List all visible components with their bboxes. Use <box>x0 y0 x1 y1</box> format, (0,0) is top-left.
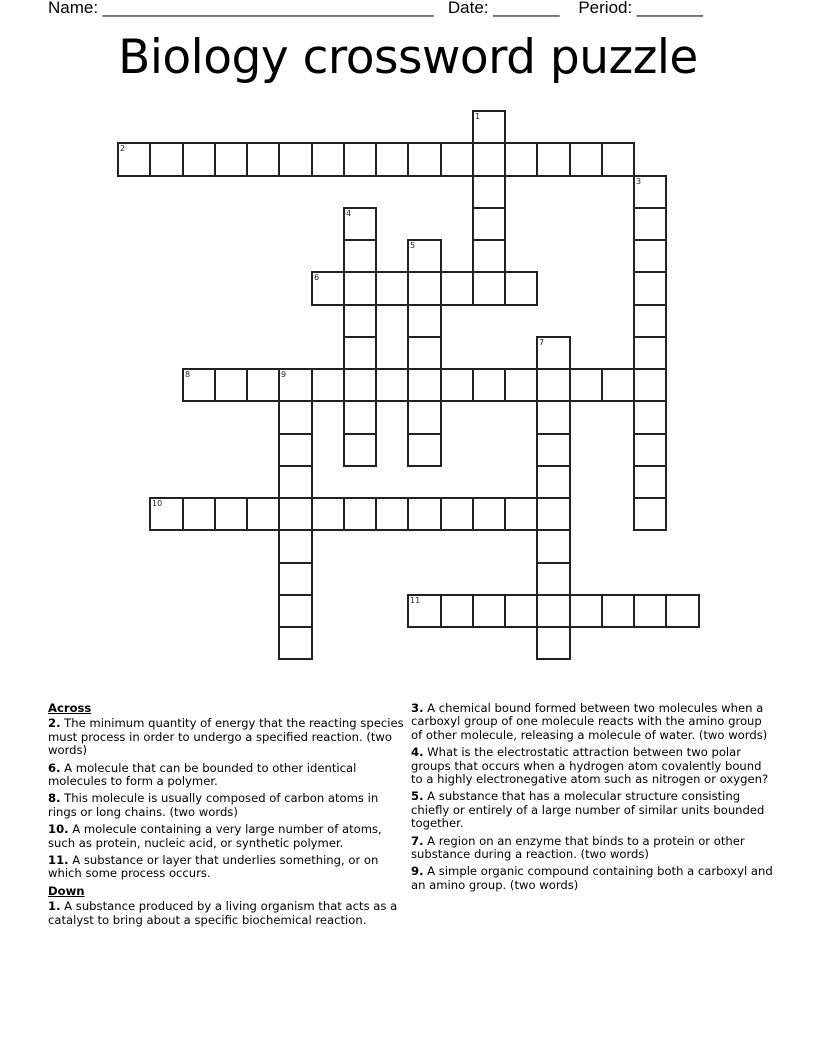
grid-cell[interactable] <box>343 400 377 435</box>
clue-number: 3. <box>411 701 424 715</box>
grid-cell[interactable] <box>536 433 571 467</box>
grid-cell[interactable] <box>343 368 377 402</box>
grid-cell[interactable] <box>440 594 474 628</box>
clue-number: 4. <box>411 745 424 760</box>
clue-text: A molecule that can be bounded to other identical molecules to form a polymer. <box>48 760 357 789</box>
grid-cell[interactable] <box>440 142 474 177</box>
clue-down-3 <box>411 702 773 742</box>
clue-down-1 <box>48 900 408 927</box>
grid-cell[interactable] <box>536 465 571 499</box>
grid-cell[interactable] <box>375 142 409 177</box>
grid-cell[interactable] <box>246 368 280 402</box>
clue-number: 2. <box>48 716 61 731</box>
grid-cell[interactable] <box>117 142 151 177</box>
grid-cell[interactable] <box>407 142 442 177</box>
grid-cell[interactable] <box>214 497 248 531</box>
grid-cell[interactable] <box>633 465 667 499</box>
grid-cell[interactable] <box>149 142 184 177</box>
clue-across-11 <box>48 854 408 881</box>
across-heading: Across <box>48 701 92 715</box>
grid-cell[interactable] <box>601 594 635 628</box>
clue-number-label: 5 <box>410 241 416 250</box>
grid-cell[interactable] <box>343 304 377 338</box>
grid-cell[interactable] <box>214 368 248 402</box>
grid-cell[interactable] <box>633 594 667 628</box>
clue-number-label: 6 <box>314 273 320 282</box>
clue-number-label: 4 <box>346 209 352 218</box>
grid-cell[interactable] <box>311 368 345 402</box>
grid-cell[interactable] <box>246 497 280 531</box>
grid-cell[interactable] <box>536 562 571 596</box>
clue-number: 6. <box>48 760 61 775</box>
grid-cell[interactable] <box>633 304 667 338</box>
clue-down-9 <box>411 865 773 892</box>
grid-cell[interactable] <box>375 271 409 306</box>
grid-cell[interactable] <box>407 336 442 370</box>
clue-text: The minimum quantity of energy that the reacting species must process in order to undergo a specified reaction. (two words) <box>48 716 404 758</box>
clue-across-6 <box>48 762 408 789</box>
clue-number-label: 8 <box>185 370 191 379</box>
grid-cell[interactable] <box>504 368 538 402</box>
clue-text: A substance produced by a living organism that acts as a catalyst to bring about a specific biochemical reaction. <box>48 899 398 927</box>
clue-text: A substance or layer that underlies something, or on which some process occurs. <box>48 853 379 881</box>
grid-cell[interactable] <box>633 239 667 273</box>
grid-cell[interactable] <box>311 142 345 177</box>
grid-cell[interactable] <box>278 562 313 596</box>
clue-number: 10. <box>48 822 69 837</box>
grid-cell[interactable] <box>633 336 667 370</box>
clue-number: 5. <box>411 789 424 804</box>
period-field[interactable]: Period: _______ <box>578 0 704 17</box>
grid-cell[interactable] <box>665 594 700 628</box>
grid-cell[interactable] <box>472 497 506 531</box>
clue-number: 7. <box>411 833 424 848</box>
clue-across-2 <box>48 717 408 757</box>
grid-cell[interactable] <box>407 433 442 467</box>
grid-cell[interactable] <box>343 336 377 370</box>
clue-text: This molecule is usually composed of carbon atoms in rings or long chains. (two words) <box>48 791 379 819</box>
grid-cell[interactable] <box>278 368 313 402</box>
grid-cell[interactable] <box>472 142 506 177</box>
grid-cell[interactable] <box>633 207 667 241</box>
grid-cell[interactable] <box>182 497 216 531</box>
grid-cell[interactable] <box>504 142 538 177</box>
clue-number: 1. <box>48 899 61 914</box>
grid-cell[interactable] <box>440 497 474 531</box>
grid-cell[interactable] <box>601 142 635 177</box>
clue-across-10 <box>48 823 408 850</box>
grid-cell[interactable] <box>633 400 667 435</box>
grid-cell[interactable] <box>375 368 409 402</box>
grid-cell[interactable] <box>536 336 571 370</box>
grid-cell[interactable] <box>278 594 313 628</box>
grid-cell[interactable] <box>407 368 442 402</box>
clue-text: A simple organic compound containing both a carboxyl and an amino group. (two words) <box>411 864 773 892</box>
grid-cell[interactable] <box>472 110 506 144</box>
grid-cell[interactable] <box>343 142 377 177</box>
grid-cell[interactable] <box>569 142 603 177</box>
grid-cell[interactable] <box>407 304 442 338</box>
clue-number: 9. <box>411 864 424 879</box>
grid-cell[interactable] <box>375 497 409 531</box>
clue-text: A substance that has a molecular structure consisting chiefly or entirely of a large number of similar units bounded together. <box>411 789 765 831</box>
grid-cell[interactable] <box>472 207 506 241</box>
grid-cell[interactable] <box>407 497 442 531</box>
grid-cell[interactable] <box>472 368 506 402</box>
grid-cell[interactable] <box>472 271 506 306</box>
grid-cell[interactable] <box>536 400 571 435</box>
clue-number-label: 11 <box>410 596 421 605</box>
clues-column-left <box>48 702 408 931</box>
grid-cell[interactable] <box>633 433 667 467</box>
clue-number-label: 7 <box>539 338 545 347</box>
date-field[interactable]: Date: _______ <box>447 0 560 17</box>
grid-cell[interactable] <box>504 497 538 531</box>
grid-cell[interactable] <box>407 271 442 306</box>
clue-text: A molecule containing a very large number of atoms, such as protein, nucleic acid, or synthetic polymer. <box>48 822 382 850</box>
grid-cell[interactable] <box>278 433 313 467</box>
grid-cell[interactable] <box>182 142 216 177</box>
grid-cell[interactable] <box>343 497 377 531</box>
grid-cell[interactable] <box>407 400 442 435</box>
clue-number-label: 1 <box>475 112 481 121</box>
grid-cell[interactable] <box>504 271 538 306</box>
clue-number-label: 10 <box>152 499 163 508</box>
clue-number: 8. <box>48 791 61 806</box>
grid-cell[interactable] <box>601 368 635 402</box>
clue-down-5 <box>411 790 773 830</box>
grid-cell[interactable] <box>633 271 667 306</box>
grid-cell[interactable] <box>407 239 442 273</box>
grid-cell[interactable] <box>633 368 667 402</box>
grid-cell[interactable] <box>569 594 603 628</box>
grid-cell[interactable] <box>407 594 442 628</box>
grid-cell[interactable] <box>536 529 571 564</box>
grid-cell[interactable] <box>536 368 571 402</box>
clue-down-7 <box>411 835 773 862</box>
down-heading: Down <box>48 883 85 898</box>
grid-cell[interactable] <box>633 175 667 209</box>
grid-cell[interactable] <box>278 400 313 435</box>
grid-cell[interactable] <box>472 594 506 628</box>
grid-cell[interactable] <box>343 271 377 306</box>
grid-cell[interactable] <box>536 142 571 177</box>
clue-down-4 <box>411 746 773 786</box>
clue-number-label: 2 <box>120 144 126 153</box>
grid-cell[interactable] <box>311 271 345 306</box>
clue-number-label: 3 <box>636 177 642 186</box>
grid-cell[interactable] <box>278 465 313 499</box>
name-field[interactable]: Name: ___________________________________ <box>48 0 434 17</box>
grid-cell[interactable] <box>246 142 280 177</box>
grid-cell[interactable] <box>440 271 474 306</box>
clue-across-8 <box>48 792 408 819</box>
clue-number-label: 9 <box>281 370 287 379</box>
clue-text: A region on an enzyme that binds to a protein or other substance during a reaction. (two words) <box>411 833 745 862</box>
grid-cell[interactable] <box>504 594 538 628</box>
grid-cell[interactable] <box>182 368 216 402</box>
clue-text: What is the electrostatic attraction between two polar groups that occurs when a hydrogen atom covalently bound to a highly electronegative atom such as nitrogen or oxygen? <box>411 745 769 787</box>
grid-cell[interactable] <box>149 497 184 531</box>
grid-cell[interactable] <box>633 497 667 531</box>
clues-column-right <box>411 702 773 896</box>
grid-cell[interactable] <box>472 239 506 273</box>
grid-cell[interactable] <box>440 368 474 402</box>
grid-cell[interactable] <box>278 529 313 564</box>
grid-cell[interactable] <box>278 497 313 531</box>
grid-cell[interactable] <box>343 239 377 273</box>
clue-number: 11. <box>48 853 69 868</box>
grid-cell[interactable] <box>311 497 345 531</box>
grid-cell[interactable] <box>472 175 506 209</box>
grid-cell[interactable] <box>278 142 313 177</box>
grid-cell[interactable] <box>536 594 571 628</box>
grid-cell[interactable] <box>343 207 377 241</box>
grid-cell[interactable] <box>278 626 313 660</box>
grid-cell[interactable] <box>569 368 603 402</box>
clue-text: A chemical bound formed between two molecules when a carboxyl group of one molecule reacts with the amino group of other molecule, releasing a molecule of water. (two words) <box>411 701 768 742</box>
page-title: Biology crossword puzzle <box>118 30 698 85</box>
grid-cell[interactable] <box>536 497 571 531</box>
grid-cell[interactable] <box>343 433 377 467</box>
grid-cell[interactable] <box>536 626 571 660</box>
grid-cell[interactable] <box>214 142 248 177</box>
